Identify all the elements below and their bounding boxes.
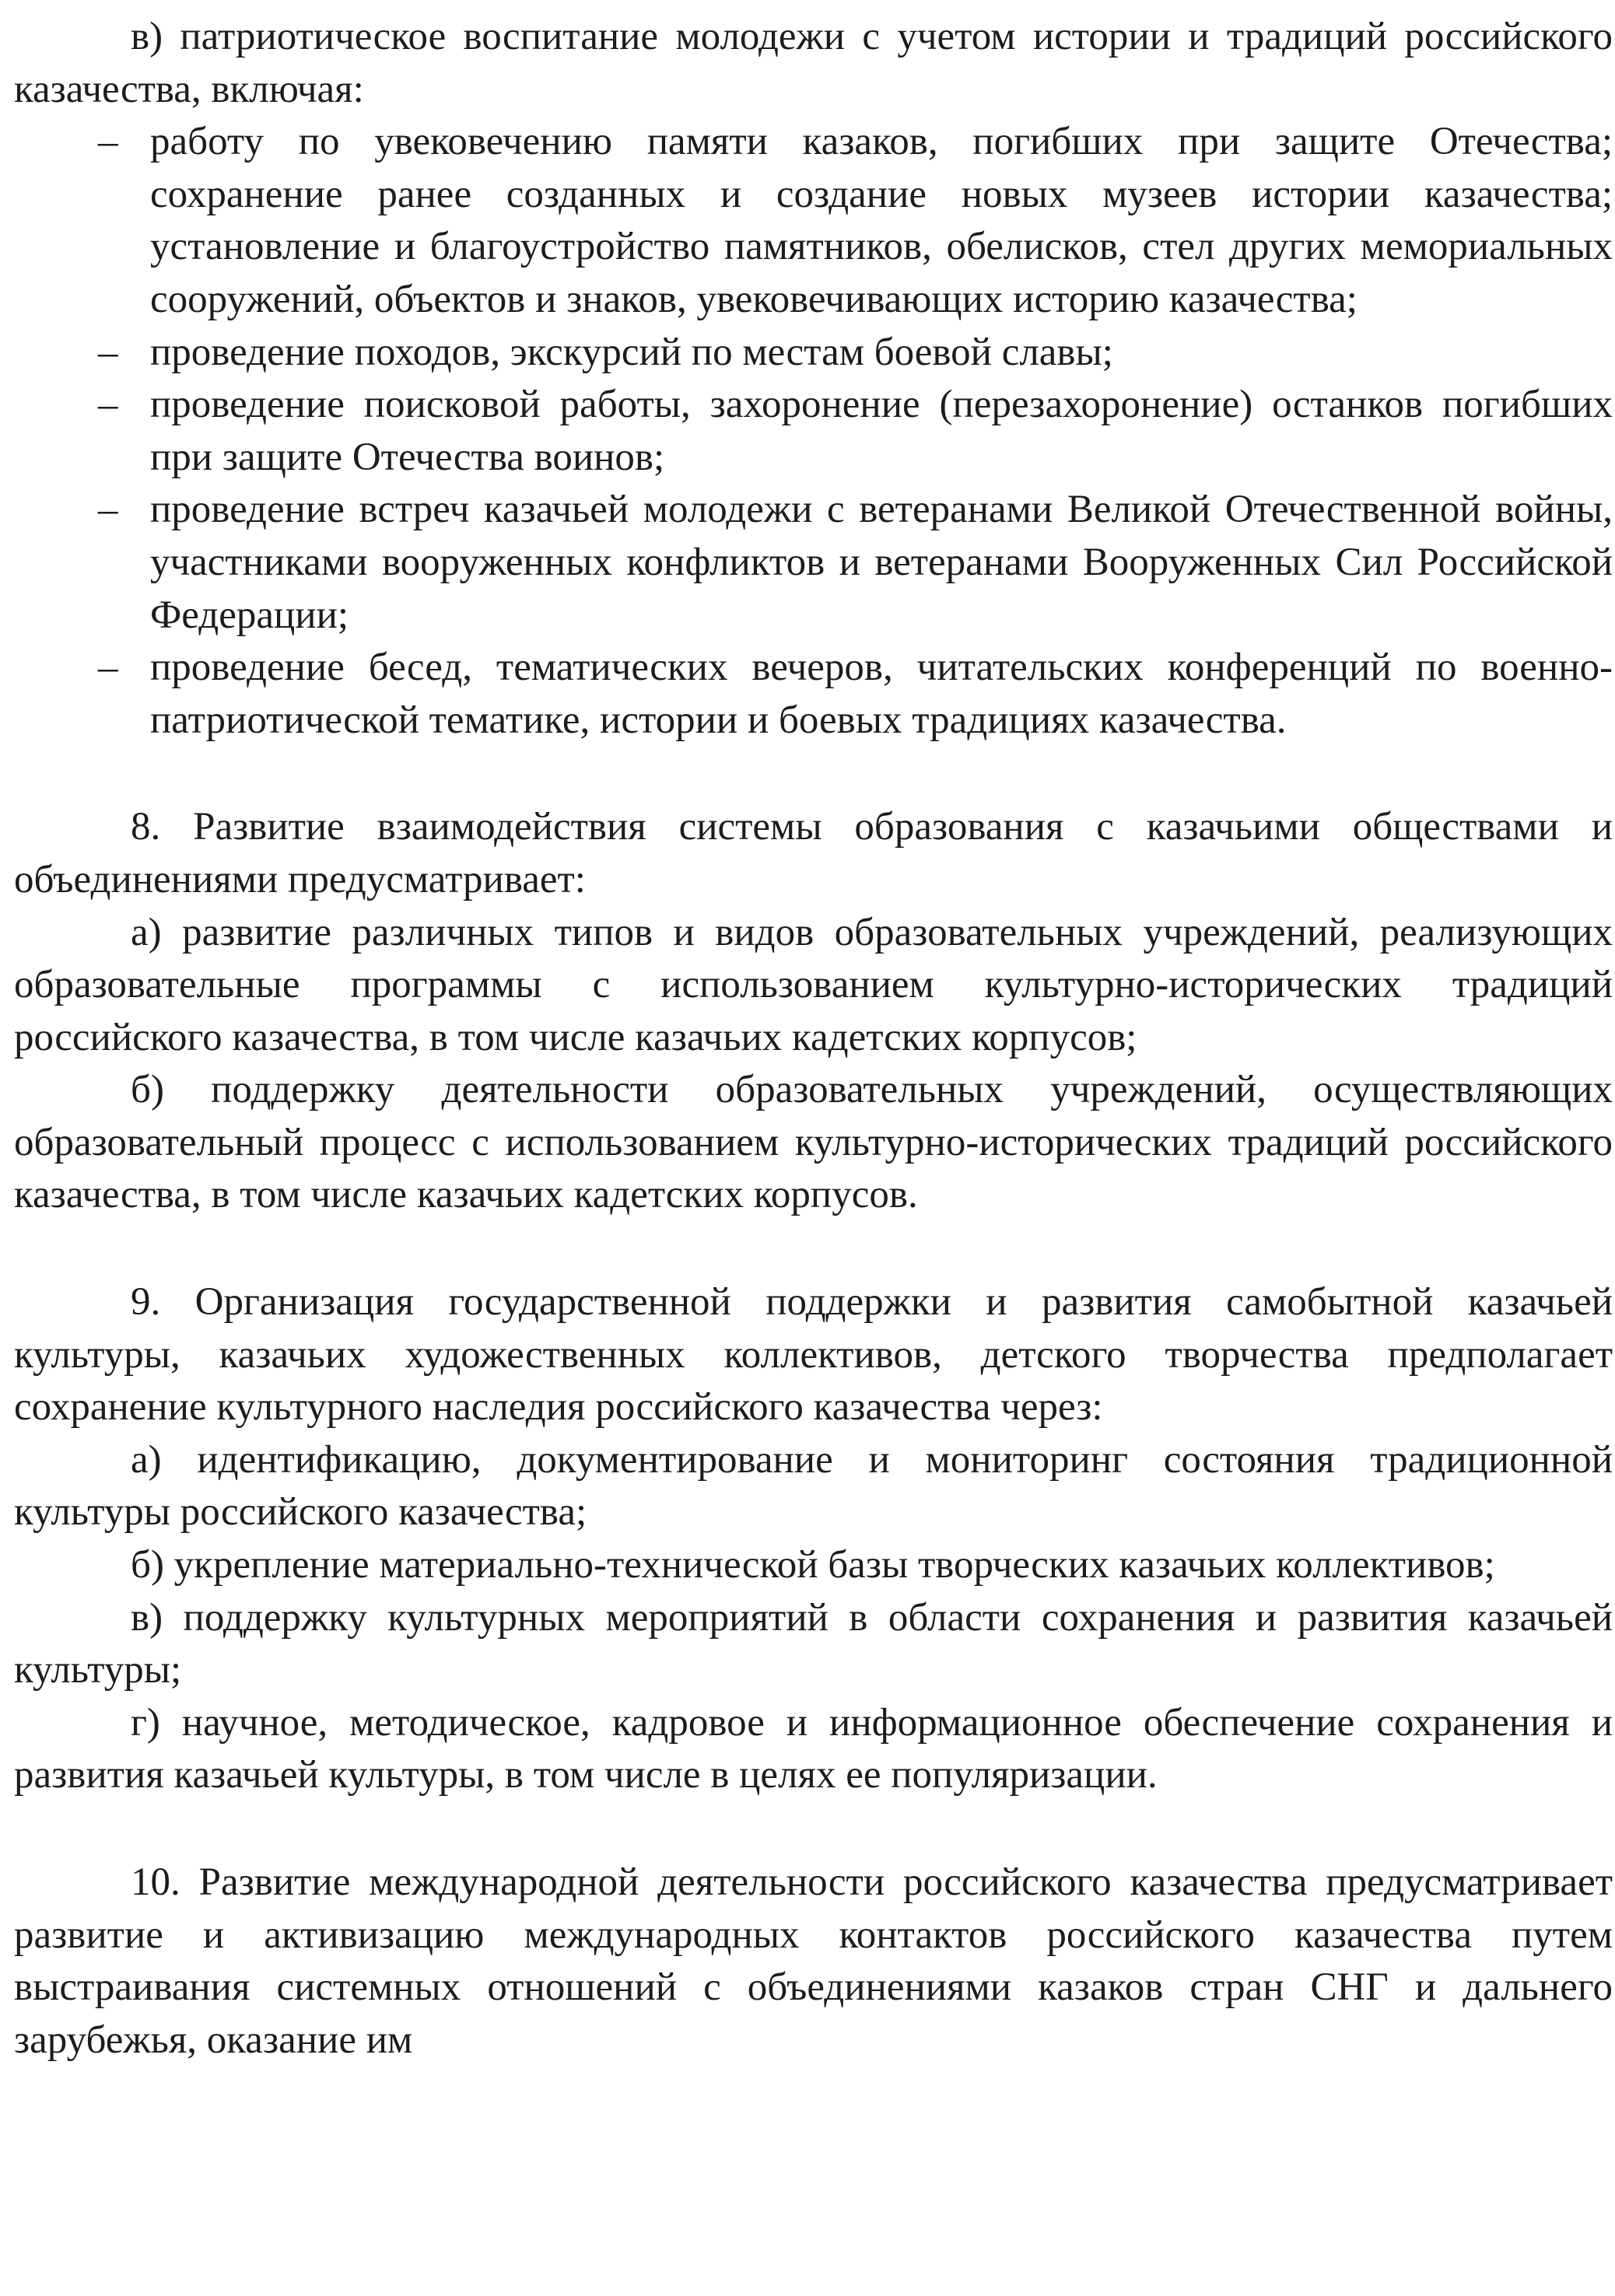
measures-list [14, 116, 1613, 747]
dash-marker: – [98, 383, 118, 427]
section-8-intro: 8. Развитие взаимодействия системы образования с казачьими обществами и объединениями предусматривает: [14, 805, 1613, 901]
list-item-text: работу по увековечению памяти казаков, погибших при защите Отечества; сохранение ранее созданных и создание новых музеев истории казачества; установление и благоустройство памятников, обелисков, стел других мемориальных сооружений, объектов и знаков, увековечивающих историю казачества; [150, 120, 1613, 321]
section-9-item-a: а) идентификацию, документирование и мониторинг состояния традиционной культуры российского казачества; [14, 1437, 1613, 1535]
list-item-text: проведение встреч казачьей молодежи с ветеранами Великой Отечественной войны, участниками вооруженных конфликтов и ветеранами Вооруженных Сил Российской Федерации; [150, 488, 1613, 637]
dash-marker: – [98, 120, 118, 164]
document-page [14, 11, 1613, 2067]
dash-marker: – [98, 646, 118, 690]
section-gap [14, 1222, 1613, 1276]
list-item [14, 379, 1613, 484]
section-8-item-a: а) развитие различных типов и видов образовательных учреждений, реализующих образовательные программы с использованием культурно-исторических традиций российского казачества, в том числе казачьих кадетских корпусов; [14, 910, 1613, 1059]
section-9-item-v: в) поддержку культурных мероприятий в области сохранения и развития казачьей культуры; [14, 1595, 1613, 1692]
list-item [14, 116, 1613, 326]
section-9-item-g: г) научное, методическое, кадровое и информационное обеспечение сохранения и развития казачьей культуры, в том числе в целях ее популяризации. [14, 1700, 1613, 1797]
paragraph-7v: в) патриотическое воспитание молодежи с учетом истории и традиций российского казачества, включая: [14, 15, 1613, 111]
list-item [14, 642, 1613, 747]
list-item-text: проведение походов, экскурсий по местам боевой славы; [150, 330, 1113, 374]
list-item [14, 327, 1613, 380]
section-10-intro: 10. Развитие международной деятельности российского казачества предусматривает развитие и активизацию международных контактов российского казачества путем выстраивания системных отношений с объединениями казаков стран СНГ и дальнего зарубежья, оказание им [14, 1860, 1613, 2062]
dash-marker: – [98, 330, 118, 374]
section-8-item-b: б) поддержку деятельности образовательных учреждений, осуществляющих образовательный процесс с использованием культурно-исторических традиций российского казачества, в том числе казачьих кадетских корпусов. [14, 1068, 1613, 1217]
list-item [14, 484, 1613, 642]
section-9-item-b: б) укрепление материально-технической базы творческих казачьих коллективов; [131, 1543, 1495, 1587]
section-9-intro: 9. Организация государственной поддержки и развития самобытной казачьей культуры, казачьих художественных коллективов, детского творчества предполагает сохранение культурного наследия российского казачества через: [14, 1280, 1613, 1430]
list-item-text: проведение поисковой работы, захоронение (перезахоронение) останков погибших при защите Отечества воинов; [150, 383, 1613, 479]
section-gap [14, 1802, 1613, 1857]
list-item-text: проведение бесед, тематических вечеров, читательских конференций по военно-патриотической тематике, истории и боевых традициях казачества. [150, 646, 1613, 742]
dash-marker: – [98, 488, 118, 532]
section-gap [14, 747, 1613, 801]
